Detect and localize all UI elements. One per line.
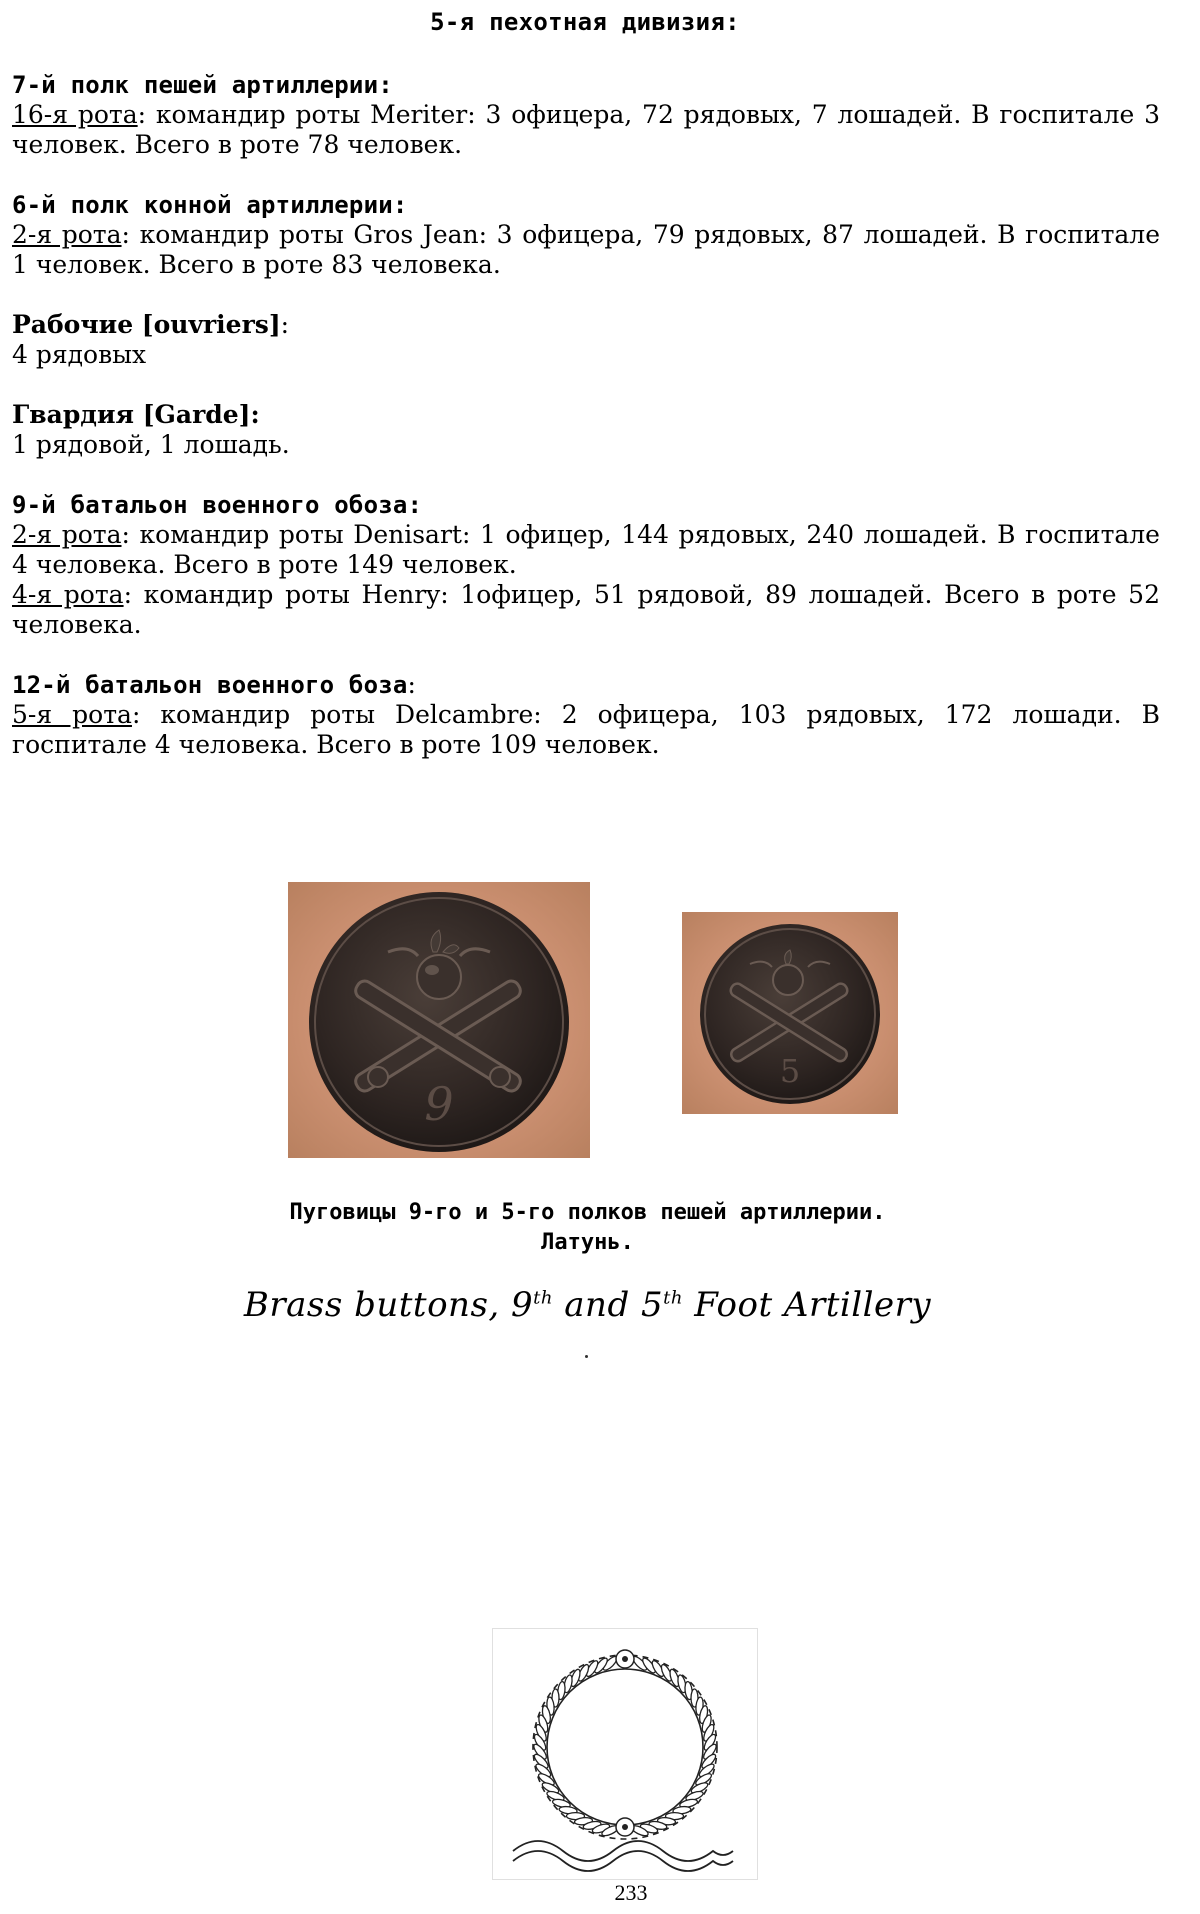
company-text: : командир роты Denisart: 1 офицер, 144 рядовых, 240 лошадей. В госпитале 4 человека. Всего в роте 149 человек. (12, 520, 1160, 579)
heading-suffix: : (280, 310, 290, 339)
english-caption (0, 1285, 1175, 1325)
company-text: : командир роты Henry: 1офицер, 51 рядовой, 89 лошадей. Всего в роте 52 человека. (12, 580, 1160, 639)
company-entry (12, 580, 1160, 640)
figure-caption (0, 1198, 1175, 1258)
english-caption-part: Foot Artillery (682, 1285, 932, 1325)
section-heading: Рабочие [ouvriers] (12, 310, 281, 339)
button-number: 9 (424, 1077, 454, 1131)
caption-line-2: Латунь. (541, 1230, 634, 1255)
company-text: : командир роты Delcambre: 2 офицера, 103 рядовых, 172 лошади. В госпитале 4 человека. Всего в роте 109 человек. (12, 700, 1160, 759)
page-title: 5-я пехотная дивизия: (430, 8, 740, 36)
company-text: : командир роты Meriter: 3 офицера, 72 рядовых, 7 лошадей. В госпитале 3 человек. Всего в роте 78 человек. (12, 100, 1160, 159)
section-12th-train-battalion (12, 670, 1160, 760)
company-text: : командир роты Gros Jean: 3 офицера, 79 рядовых, 87 лошадей. В госпитале 1 человек. Всего в роте 83 человека. (12, 220, 1160, 279)
section-7th-foot-artillery (12, 70, 1160, 160)
company-label: 5-я рота (12, 700, 132, 729)
section-heading: 9-й батальон военного обоза: (12, 491, 423, 519)
content-body (12, 70, 1160, 790)
button-number: 5 (779, 1052, 801, 1090)
caption-line-1: Пуговицы 9-го и 5-го полков пешей артиллерии. (289, 1200, 886, 1225)
section-heading: 12-й батальон военного боза (12, 671, 408, 699)
company-label: 2-я рота (12, 220, 122, 249)
button-photo-5 (682, 912, 898, 1114)
section-heading-row (12, 670, 1160, 700)
section-heading: 7-й полк пешей артиллерии: (12, 71, 393, 99)
company-entry (12, 700, 1160, 760)
company-label: 16-я рота (12, 100, 138, 129)
wreath-icon (493, 1629, 757, 1879)
company-entry (12, 220, 1160, 280)
section-text: 1 рядовой, 1 лошадь. (12, 430, 290, 459)
page-number: 233 (614, 1880, 648, 1905)
section-9th-train-battalion (12, 490, 1160, 640)
heading-suffix: : (407, 670, 416, 699)
company-entry (12, 100, 1160, 160)
section-6th-horse-artillery (12, 190, 1160, 280)
section-text: 4 рядовых (12, 340, 147, 369)
section-heading-row (12, 310, 1160, 340)
company-entry (12, 520, 1160, 580)
english-caption-sup: th (663, 1287, 683, 1309)
section-heading: Гвардия [Garde]: (12, 400, 260, 429)
english-caption-sup: th (533, 1287, 553, 1309)
section-heading: 6-й полк конной артиллерии: (12, 191, 408, 219)
button-photo-9 (288, 882, 590, 1158)
section-workers (12, 310, 1160, 370)
artillery-button-5-image (682, 912, 898, 1114)
artillery-button-9-image (288, 882, 590, 1158)
laurel-wreath-ornament (492, 1628, 758, 1880)
english-caption-part: and 5 (552, 1285, 664, 1325)
company-label: 2-я рота (12, 520, 122, 549)
section-guard (12, 400, 1160, 460)
english-caption-part: Brass buttons, 9 (243, 1285, 534, 1325)
company-label: 4-я рота (12, 580, 124, 609)
stray-dot (585, 1355, 588, 1358)
